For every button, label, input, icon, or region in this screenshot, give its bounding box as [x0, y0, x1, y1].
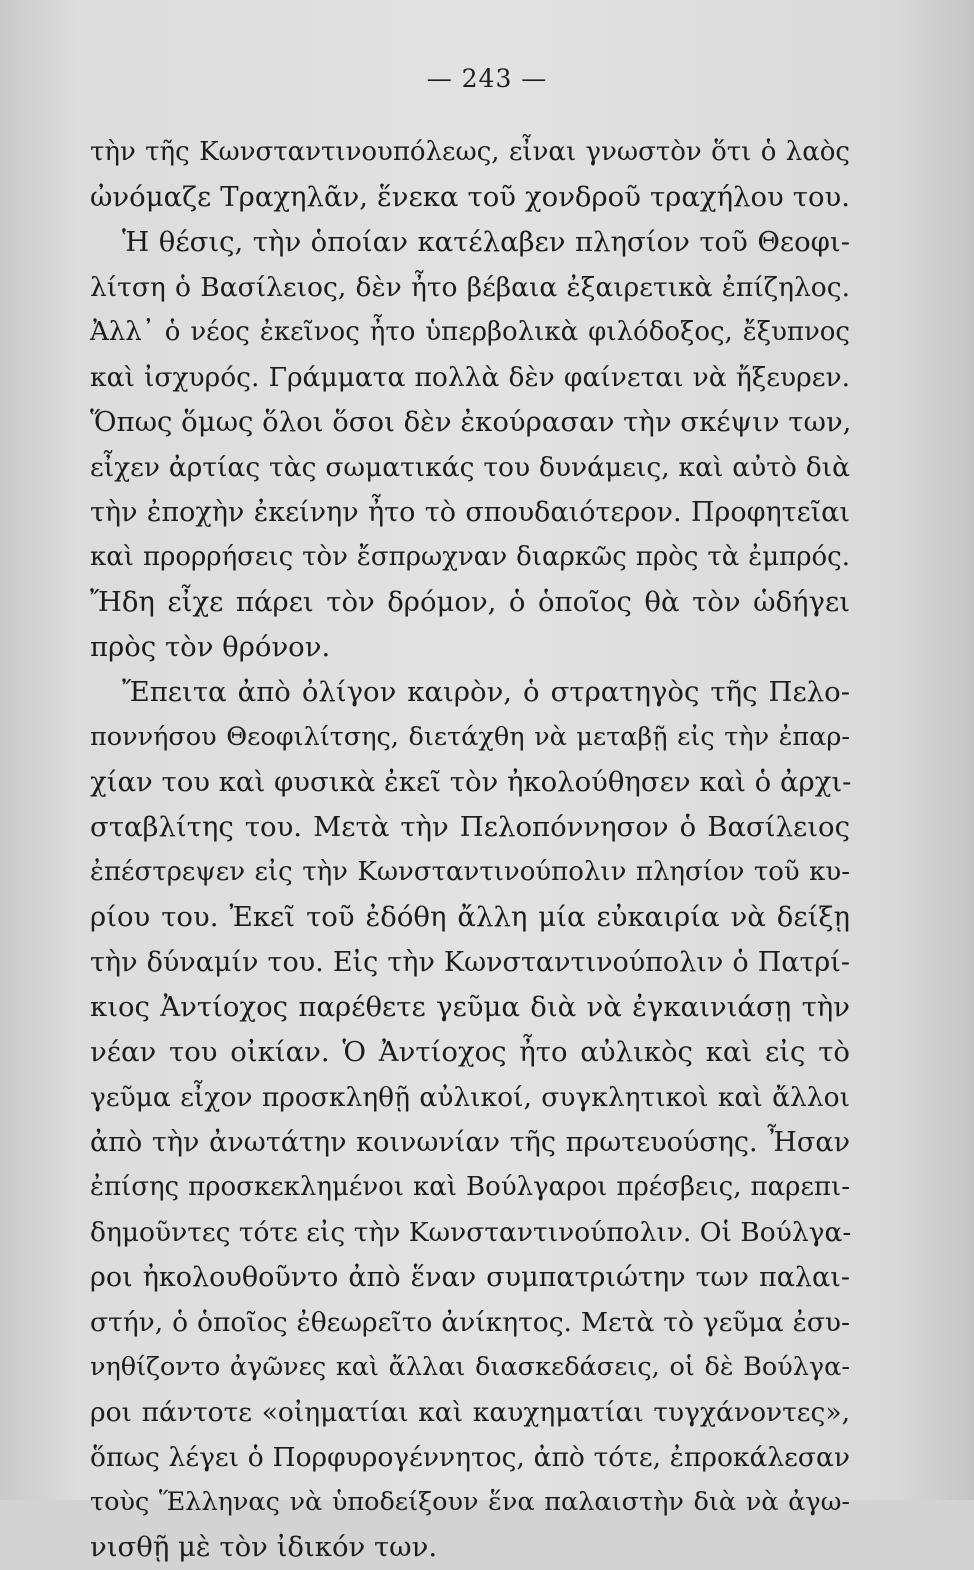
text-line: γεῦμα εἶχον προσκληθῇ αὐλικοί, συγκλητικοὶ καὶ ἄλλοι [90, 1082, 850, 1113]
text-line: νισθῇ μὲ τὸν ἰδικόν των. [90, 1531, 438, 1563]
text-line: ἐπέστρεψεν εἰς τὴν Κωνσταντινούπολιν πλησίον τοῦ κυ- [90, 857, 850, 887]
text-line: τοὺς Ἕλληνας νὰ ὑποδείξουν ἕνα παλαιστὴν διὰ νὰ ἀγω- [90, 1487, 850, 1517]
text-line: Ὅπως ὅμως ὅλοι ὅσοι δὲν ἐκούρασαν τὴν σκέψιν των, [90, 406, 852, 438]
text-line: ἐπίσης προσκεκλημένοι καὶ Βούλγαροι πρέσβεις, παρεπι- [90, 1172, 850, 1202]
text-line: τὴν τῆς Κωνσταντινουπόλεως, εἶναι γνωστὸν ὅτι ὁ λαὸς [90, 137, 850, 167]
text-line: δημοῦντες τότε εἰς τὴν Κωνσταντινούπολιν. Οἱ Βούλγα- [90, 1217, 852, 1248]
text-line: νέαν του οἰκίαν. Ὁ Ἀντίοχος ἦτο αὐλικὸς καὶ εἰς τὸ [90, 1036, 850, 1068]
text-line: λίτση ὁ Βασίλειος, δὲν ἦτο βέβαια ἐξαιρετικὰ ἐπίζηλος. [90, 272, 850, 303]
text-line: ποννήσου Θεοφιλίτσης, διετάχθη νὰ μεταβῇ εἰς τὴν ἐπαρ- [90, 722, 850, 752]
text-line: πρὸς τὸν θρόνον. [90, 631, 331, 663]
text-line: ὅπως λέγει ὁ Πορφυρογέννητος, ἀπὸ τότε, ἐπροκάλεσαν [90, 1442, 850, 1473]
text-line: ρίου του. Ἐκεῖ τοῦ ἐδόθη ἄλλη μία εὐκαιρία νὰ δείξῃ [90, 901, 850, 933]
text-line: νηθίζοντο ἀγῶνες καὶ ἄλλαι διασκεδάσεις, οἱ δὲ Βούλγα- [90, 1352, 850, 1382]
text-line: ὠνόμαζε Τραχηλᾶν, ἕνεκα τοῦ χονδροῦ τραχήλου του. [90, 181, 850, 213]
text-line: Ἀλλ᾿ ὁ νέος ἐκεῖνος ἦτο ὑπερβολικὰ φιλόδοξος, ἔξυπνος [90, 317, 850, 347]
text-line: καὶ ἰσχυρός. Γράμματα πολλὰ δὲν φαίνεται νὰ ἤξευρεν. [90, 362, 850, 393]
text-line: τὴν ἐποχὴν ἐκείνην ἦτο τὸ σπουδαιότερον. Προφητεῖαι [90, 497, 850, 528]
text-line: χίαν του καὶ φυσικὰ ἐκεῖ τὸν ἠκολούθησεν καὶ ὁ ἀρχι- [90, 766, 852, 798]
text-line: ροι πάντοτε «οἰηματίαι καὶ καυχηματίαι τυγχάνοντες», [90, 1397, 850, 1428]
text-line: καὶ προρρήσεις τὸν ἔσπρωχναν διαρκῶς πρὸς τὰ ἐμπρός. [90, 542, 850, 572]
text-line: ροι ἠκολουθοῦντο ἀπὸ ἕναν συμπατριώτην των παλαι- [90, 1262, 850, 1293]
page-number: — 243 — [426, 64, 548, 93]
text-line: εἶχεν ἀρτίας τὰς σωματικάς του δυνάμεις, καὶ αὐτὸ διὰ [90, 452, 850, 483]
body-text [90, 130, 850, 1570]
text-line: σταβλίτης του. Μετὰ τὴν Πελοπόννησον ὁ Βασίλειος [90, 811, 850, 843]
text-line: στήν, ὁ ὁποῖος ἐθεωρεῖτο ἀνίκητος. Μετὰ τὸ γεῦμα ἐσυ- [90, 1307, 850, 1338]
text-line: ἀπὸ τὴν ἀνωτάτην κοινωνίαν τῆς πρωτευούσης. Ἦσαν [90, 1127, 850, 1158]
text-line: τὴν δύναμίν του. Εἰς τὴν Κωνσταντινούπολιν ὁ Πατρί- [90, 947, 850, 978]
text-line: Ἤδη εἶχε πάρει τὸν δρόμον, ὁ ὁποῖος θὰ τὸν ὡδήγει [90, 586, 850, 618]
text-line: κιος Ἀντίοχος παρέθετε γεῦμα διὰ νὰ ἐγκαινιάσῃ τὴν [90, 991, 850, 1023]
text-line: Ἡ θέσις, τὴν ὁποίαν κατέλαβεν πλησίον τοῦ Θεοφι- [122, 226, 850, 258]
text-line: Ἔπειτα ἀπὸ ὀλίγον καιρὸν, ὁ στρατηγὸς τῆς Πελο- [122, 676, 850, 708]
